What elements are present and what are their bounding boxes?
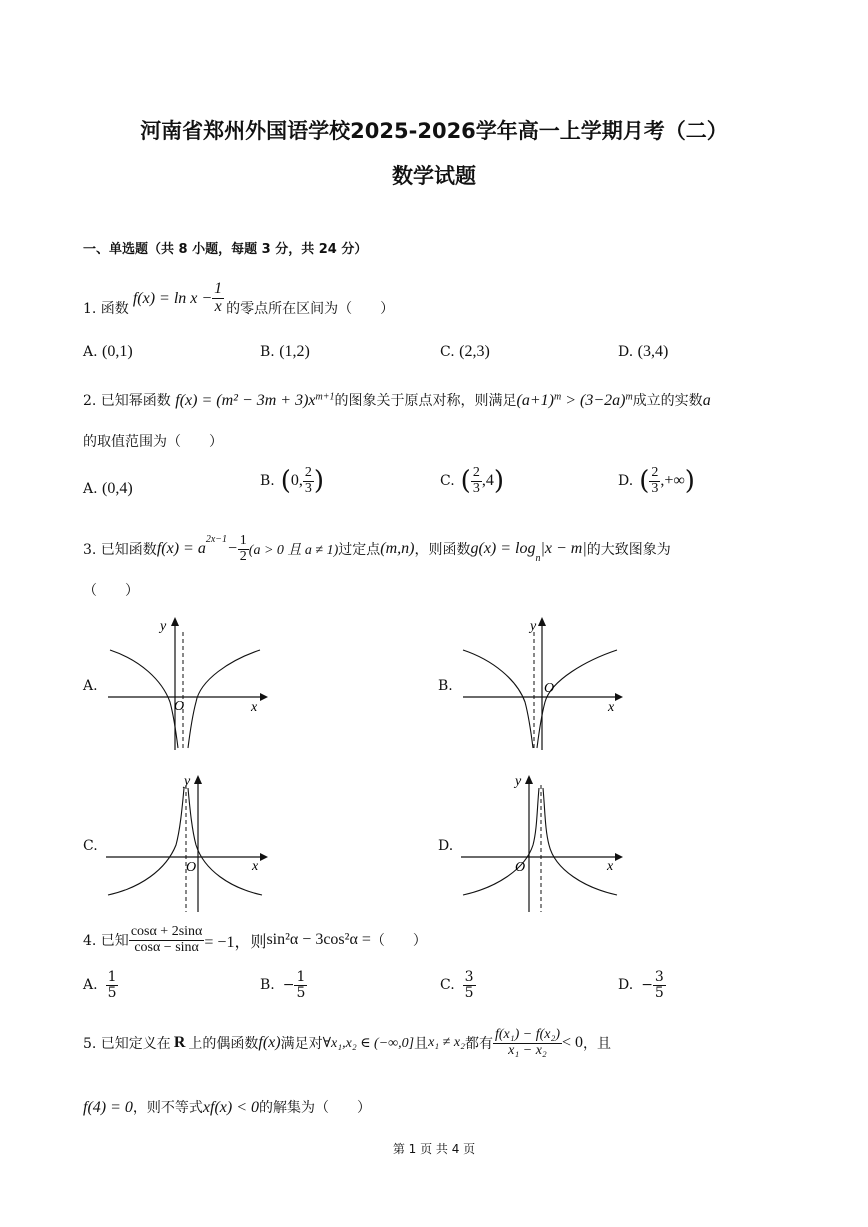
q2-option-a[interactable] [83, 480, 133, 498]
graph-c-x-label: x [252, 859, 259, 874]
option-label: C. [440, 977, 455, 994]
q2-sup2: m [553, 391, 562, 403]
q1-number: 1. 函数 [83, 301, 129, 317]
q5-post: ，且 [583, 1036, 612, 1053]
question-5-line2 [83, 1097, 371, 1117]
q5-expr: f(4) = 0 [83, 1099, 133, 1116]
q5-frac-num: f(x₁) − f(x₂) [494, 1027, 560, 1042]
q3-expr2b: |x − m| [540, 540, 587, 558]
q2-sup1: m+1 [315, 391, 335, 403]
q5-mid2: 满足对 [280, 1036, 323, 1053]
option-label: A. [83, 481, 98, 497]
option-label: A. [83, 977, 98, 994]
q5-fx: f(x) [258, 1034, 281, 1052]
graph-a-origin: O [174, 699, 185, 714]
q1-option-a[interactable] [83, 343, 133, 361]
graph-b[interactable] [455, 612, 625, 752]
question-4 [83, 925, 427, 955]
q4-frac-den: cosα − sinα [134, 939, 199, 955]
graph-b-x-label: x [608, 700, 615, 715]
q3-post: 的大致图象为 [586, 542, 671, 559]
graph-b-y-label: y [530, 619, 537, 634]
q1-option-c[interactable] [440, 343, 490, 361]
q1-frac-den: x [214, 298, 222, 316]
q3-expr1b: − [227, 540, 238, 558]
graph-d-x-label: x [607, 859, 614, 874]
graph-c[interactable] [100, 770, 270, 915]
graph-d-origin: O [515, 860, 526, 875]
q2-expr3: > (3−2a) [561, 392, 626, 409]
q5-r: R [173, 1034, 186, 1052]
option-label: D. [618, 977, 634, 994]
q3-point: (m,n) [380, 540, 415, 558]
option-label: D. [618, 473, 634, 490]
graph-c-label[interactable]: C. [83, 838, 98, 854]
option-den: 5 [296, 984, 306, 1001]
q1-stem: 的零点所在区间为（ ） [226, 301, 395, 317]
q2-option-b[interactable]: B. ( 0, $\frac{2}{3}$ ) [260, 465, 325, 497]
graph-a-x-label: x [251, 700, 258, 715]
question-2-line2: 的取值范围为（ ） [83, 434, 223, 450]
q5-forall: ∀x₁,x₂ ∈ (−∞,0] [322, 1035, 415, 1051]
q5-expr2: xf(x) < 0 [202, 1099, 260, 1116]
option-den: 5 [464, 984, 474, 1001]
question-2-line1 [83, 390, 711, 410]
q3-sub2: n [535, 553, 541, 565]
option-text: (0,4) [102, 480, 133, 497]
q4-option-a[interactable] [83, 970, 118, 1000]
q5-mid3: 且 [414, 1036, 429, 1053]
q1-option-b[interactable] [260, 343, 310, 361]
q4-prefix: 4. 已知 [83, 933, 129, 950]
q2-post: 成立的实数 [632, 393, 703, 409]
q3-expr1: f(x) = a [156, 540, 206, 558]
graph-a-y-label: y [160, 619, 167, 634]
option-label: D. [618, 344, 634, 360]
q4-option-b[interactable] [260, 970, 307, 1000]
option-label: C. [440, 473, 455, 490]
option-sign: − [282, 977, 295, 994]
option-num: 3 [654, 969, 664, 985]
q2-expr2: (a+1) [516, 392, 554, 409]
option-label: B. [260, 977, 275, 994]
q5-lt: < 0 [562, 1034, 584, 1052]
question-1 [83, 276, 394, 326]
option-num: 2 [304, 465, 312, 480]
q4-mid: = −1，则 [204, 933, 267, 951]
option-num: 2 [472, 465, 480, 480]
option-num: 1 [296, 969, 306, 985]
graph-d-y-label: y [515, 774, 522, 789]
option-den: 3 [304, 480, 312, 496]
q5-mid1: 上的偶函数 [188, 1036, 259, 1053]
q2-sup3: m [625, 391, 633, 403]
q3-expr2: g(x) = log [470, 540, 536, 558]
option-den: 3 [651, 480, 659, 496]
q5-prefix: 5. 已知定义在 [83, 1036, 171, 1053]
q2-var: a [702, 392, 711, 409]
q2-expr1: f(x) = (m² − 3m + 3)x [175, 392, 316, 409]
graph-a-label[interactable]: A. [83, 678, 98, 694]
q4-frac-num: cosα + 2sinα [130, 924, 203, 939]
option-den: 5 [654, 984, 664, 1001]
q3-mid2: ，则函数 [414, 542, 471, 559]
q1-option-d[interactable] [618, 343, 668, 361]
q4-option-c[interactable] [440, 970, 476, 1000]
option-post: ,+∞ [660, 472, 685, 490]
option-den: 5 [107, 984, 117, 1001]
q3-sup1: 2x−1 [205, 534, 227, 545]
question-3-line1 [83, 534, 671, 564]
graph-c-y-label: y [184, 774, 191, 789]
option-sign: − [641, 977, 653, 994]
graph-c-origin: O [186, 860, 197, 875]
option-label: B. [260, 344, 275, 360]
section-heading: 一、单选题（共 8 小题，每题 3 分，共 24 分） [83, 242, 368, 257]
q5-mid4: 都有 [464, 1036, 493, 1053]
q4-post: （ ） [370, 933, 427, 950]
graph-b-origin: O [544, 681, 555, 696]
option-label: B. [260, 473, 275, 490]
question-5-line1 [83, 1028, 611, 1058]
q2-option-c[interactable]: C. ( $\frac{2}{3}$ ,4 ) [440, 465, 504, 497]
q2-prefix: 2. 已知幂函数 [83, 393, 171, 409]
option-text: (1,2) [279, 343, 310, 360]
q2-option-d[interactable]: D. ( $\frac{2}{3}$ ,+∞ ) [618, 465, 695, 497]
option-label: A. [83, 344, 98, 360]
q5-frac-den: x₁ − x₂ [508, 1042, 547, 1058]
page-title: 河南省郑州外国语学校2025-2026学年高一上学期月考（二） [140, 119, 728, 143]
option-label: C. [440, 344, 455, 360]
option-pre: 0, [290, 472, 303, 490]
option-text: (0,1) [102, 343, 133, 360]
graph-b-label[interactable]: B. [438, 678, 453, 694]
question-3-line2: （ ） [83, 583, 139, 599]
option-text: (3,4) [637, 343, 669, 360]
q3-condition: (a > 0 且 a ≠ 1) [248, 543, 339, 559]
q3-prefix: 3. 已知函数 [83, 542, 157, 559]
option-text: (2,3) [459, 343, 490, 360]
page-footer: 第 1 页 共 4 页 [392, 1142, 476, 1156]
graph-d[interactable] [455, 770, 625, 915]
page-subtitle: 数学试题 [392, 164, 476, 188]
q4-expr: sin²α − 3cos²α = [266, 931, 371, 949]
q4-option-d[interactable] [618, 970, 666, 1000]
q1-expr: f(x) = ln x − [132, 289, 213, 307]
option-num: 3 [464, 969, 474, 985]
q1-formula [133, 281, 224, 316]
q5-neq: x₁ ≠ x₂ [428, 1035, 465, 1051]
q3-mid: 过定点 [338, 542, 381, 559]
graph-a[interactable] [100, 612, 270, 752]
q1-frac-num: 1 [214, 280, 223, 298]
option-num: 2 [651, 465, 659, 480]
option-num: 1 [107, 969, 117, 985]
option-den: 3 [472, 480, 480, 496]
q2-mid: 的图象关于原点对称，则满足 [334, 393, 517, 409]
option-post: ,4 [481, 472, 494, 490]
q3-frac-num: 1 [239, 533, 247, 548]
q3-frac-den: 2 [239, 548, 247, 564]
q5-line2-post: 的解集为（ ） [259, 1100, 372, 1116]
graph-d-label[interactable]: D. [438, 838, 454, 854]
q5-line2-mid: ，则不等式 [132, 1100, 203, 1116]
